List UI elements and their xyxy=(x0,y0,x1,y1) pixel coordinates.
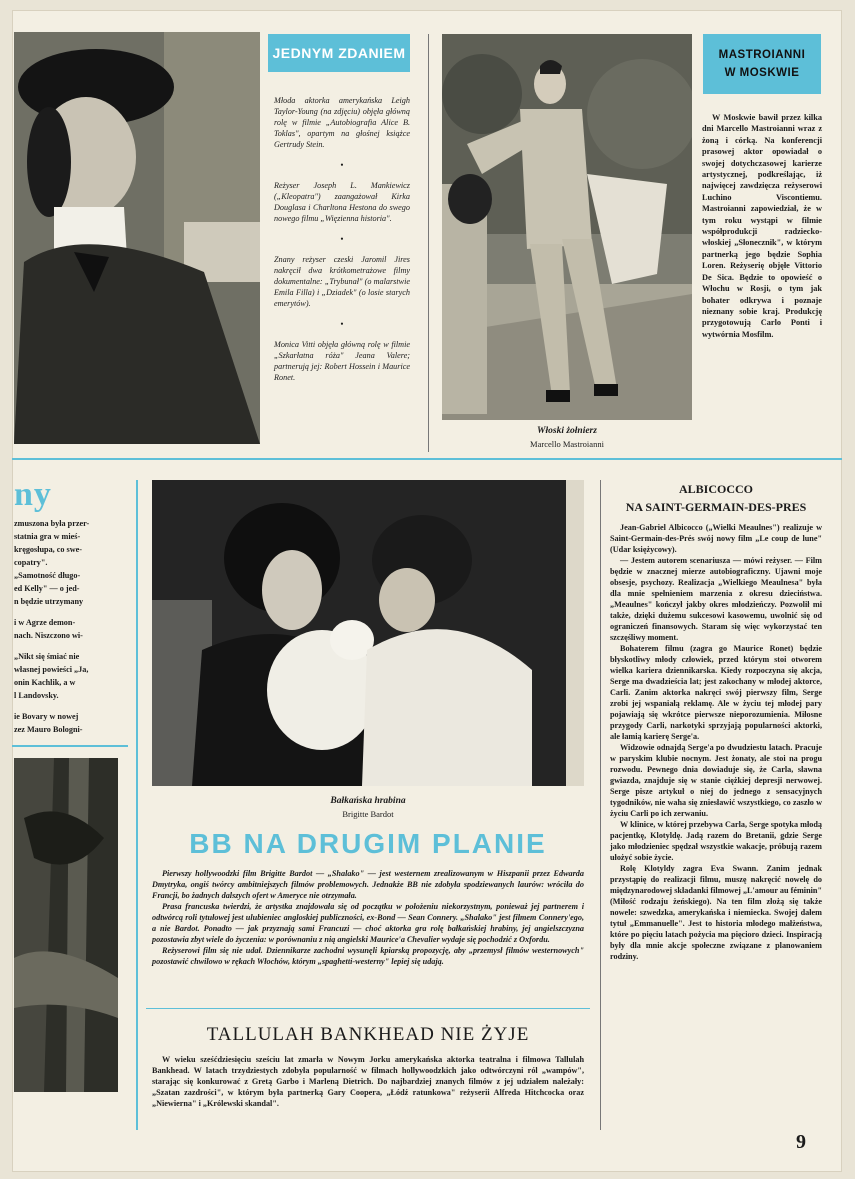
news-item: Znany reżyser czeski Jaromil Jires nakręcił dwa krótkometrażowe filmy dokumentalne: „Trybunał" (o malarstwie Emila Filla) i „Dziadek" (o losie starych emerytów). xyxy=(274,255,410,308)
albicocco-heading-line1: ALBICOCCO xyxy=(678,482,753,496)
page-number: 9 xyxy=(796,1131,806,1153)
albicocco-heading-line2: NA SAINT-GERMAIN-DES-PRES xyxy=(625,500,807,514)
paragraph: Prasa francuska twierdzi, że artystka znajdowała się od początku w położeniu niekorzystnym, ponieważ jej partnerem i odtwórcą roli tytułowej jest ulubieniec angloskiej publiczności, ex-Bond — Sean Connery. „Shalako" jest filmem Connery'ego, a nie Bardot. Ponadto — jak przyznają sami Francuzi — choć aktorka gra rolę bałkańskiej hrabiny, jej angielszczyzna pozostawia zbyt wiele do życzenia: w porównaniu z nią angielski Maurice'a Chevalier wydaje się pochodzić z Oxfordu. xyxy=(152,902,584,944)
photo-brigitte-bardot xyxy=(152,480,584,786)
text-line: l Landovsky. xyxy=(14,691,59,700)
bardot-caption-name: Brigitte Bardot xyxy=(342,809,394,819)
bardot-headline: BB NA DRUGIM PLANIE xyxy=(189,828,547,859)
text-line: statnia gra w mieś- xyxy=(14,532,81,541)
left-column-heading-fragment: ny xyxy=(14,476,52,513)
jednym-zdaniem-list xyxy=(274,95,410,383)
tallulah-headline: TALLULAH BANKHEAD NIE ŻYJE xyxy=(206,1024,530,1045)
column-divider xyxy=(136,480,138,1130)
bardot-article xyxy=(152,868,584,967)
text-line xyxy=(14,609,126,617)
photo-forest xyxy=(14,758,118,1092)
mastroianni-heading-line2: W MOSKWIE xyxy=(724,67,800,79)
paragraph: Jean-Gabriel Albicocco („Wielki Meaulnes") realizuje w Saint-Germain-des-Prés swój nowy film „Le coup de lune" (Udar księżycowy). xyxy=(610,523,822,554)
paragraph: Reżyserowi film się nie udał. Dziennikarze zachodni wysunęli kpiarską propozycję, aby „przemysł filmów westernowych" pozostawić chwilowo w rękach Włochów, którym „spaghetti-westerny" lepiej się udają. xyxy=(152,946,584,966)
text-line xyxy=(14,703,126,711)
mastroianni-caption-name: Marcello Mastroianni xyxy=(530,439,604,449)
text-line: ie Bovary w nowej xyxy=(14,712,79,721)
bullet: • xyxy=(340,319,344,329)
text-line: własnej powieści „Ja, xyxy=(14,665,89,674)
paragraph: Bohaterem filmu (zagra go Maurice Ronet) będzie błyskotliwy młody człowiek, przed którym stoi otworem wielka kariera dziennikarska. Kiedy rozpoczyna się akcja, Serge ma dwadzieścia lat; jest zakochany w młodej aktorce, Carli. Zanim aktorka nakręci swój pierwszy film, Serge zrobi jej wspaniałą reklamę. Ale w życiu tej młodej pary pojawiają się wkrótce pierwsze nieporozumienia. Miłosne przygody Carli, narkotyki sprzyjają popularności aktorki, ale łamią karierę Serge'a. xyxy=(610,644,822,741)
photo-marcello-mastroianni xyxy=(442,34,692,420)
photo-leigh-taylor-young xyxy=(14,32,260,444)
paragraph: W klinice, w której przebywa Carla, Serge spotyka młodą pacjentkę, Klotyldę. Jadą razem do Bretanii, gdzie Serge jako młodzieniec spędzał wszystkie wakacje, próbują razem ułożyć sobie życie. xyxy=(610,820,822,862)
horizontal-divider xyxy=(12,458,842,460)
magazine-page xyxy=(12,10,842,1172)
text-line: zez Mauro Bologni- xyxy=(14,725,83,734)
text-line: ed Kelly" — o jed- xyxy=(14,584,80,593)
news-item: Młoda aktorka amerykańska Leigh Taylor-Young (na zdjęciu) objęła główną rolę w filmie „Autobiografia Alice B. Toklas", opartym na głośnej książce Gertrudy Stein. xyxy=(274,96,410,149)
column-divider xyxy=(428,34,429,452)
text-line: kręgosłupa, co swe- xyxy=(14,545,82,554)
text-line: copatry". xyxy=(14,558,48,567)
bullet: • xyxy=(340,160,344,170)
albicocco-heading xyxy=(608,480,824,516)
mastroianni-article: W Moskwie bawił przez kilka dni Marcello Mastroianni wraz z żoną i córką. Na konferencji prasowej aktor opowiadał o swojej dotychczasowej karierze artystycznej, podkreślając, iż najwięcej zawdzięcza reżyserowi Luchino Viscontiemu. Mastroianni zapowiedział, że w tym roku wystąpi w filmie współprodukcji radziecko-włoskiej „Słonecznik", w którym partnerką jego będzie Sophia Loren. Reżyserię objęłe Vittorio De Sica. Będzie to opowieść o Włochu w Rosji, o tym jak bohater odkrywa i poznaje nieznany sobie kraj. Produkcję przygotowują Carlo Ponti i wytwórnia Mosfilm. xyxy=(702,113,822,339)
left-column-divider xyxy=(12,745,128,747)
section-divider xyxy=(146,1008,590,1009)
text-line: onin Kachlik, a w xyxy=(14,678,76,687)
jednym-zdaniem-title: JEDNYM ZDANIEM xyxy=(272,45,406,61)
left-column-text xyxy=(14,518,126,737)
text-line xyxy=(14,643,126,651)
bullet: • xyxy=(340,234,344,244)
mastroianni-heading xyxy=(703,34,821,94)
paragraph: Widzowie odnajdą Serge'a po dwudziestu latach. Pracuje w paryskim klubie nocnym. Jest żonaty, ale stoi na progu rozwodu. Pewnego dnia dowiaduje się, że Carla, sławna gwiazda, znajduje się w stanie ciężkiej depresji nerwowej. Serge pisze artykuł o niej do jednego z sensacyjnych tygodników, nie waha się zniesławić wszystkiego, co zaszło w życiu Carli po ich zerwaniu. xyxy=(610,743,822,818)
text-line: „Samotność długo- xyxy=(14,571,81,580)
tallulah-article: W wieku sześćdziesięciu sześciu lat zmarła w Nowym Jorku amerykańska aktorka teatralna i filmowa Tallulah Bankhead. W latach trzydziestych zdobyła popularność w filmach hollywoodzkich jako odtwórczyni ról „wampów", starając się konkurować z Gretą Garbo i Marleną Dietrich. Do najbardziej znanych filmów z jej udziałem należały: „Szatan zazdrości", w którym była partnerką Gary Coopera, „Łódź ratunkowa" reżyserii Alfreda Hitchcocka oraz „Niewierna" i „Królewski skandal". xyxy=(152,1055,584,1108)
paragraph: Pierwszy hollywoodzki film Brigitte Bardot — „Shalako" — jest westernem zrealizowanym w Hiszpanii przez Edwarda Dmytryka, ongiś twórcy ambitniejszych filmów problemowych. Jednakże BB nie zdobyła spodziewanych laurów: wróciła do Francji, bo żadnych dalszych ofert w Ameryce nie otrzymała. xyxy=(152,869,584,900)
mastroianni-caption-title: Włoski żołnierz xyxy=(537,426,597,436)
mastroianni-heading-line1: MASTROIANNI xyxy=(718,49,806,61)
column-divider xyxy=(600,480,601,1130)
text-line: zmuszona była przer- xyxy=(14,519,90,528)
text-line: n będzie utrzymany xyxy=(14,597,84,606)
text-line: „Nikt się śmiać nie xyxy=(14,652,80,661)
paragraph: — Jestem autorem scenariusza — mówi reżyser. — Film będzie w znacznej mierze autobiograficzny. Ujawni moje obsesje, psychozy. Realizacja „Wielkiego Meaulnesa" była dla mnie spełnieniem marzenia z okresu dzieciństwa. „Meaulnes" kończył jakby okres młodzieńczy. Pozwolił mi także, dzięki dużemu sukcesowi kasowemu, uwolnić się od ograniczeń finansowych. Staram się więc wykorzystać ten szczęśliwy moment. xyxy=(610,556,822,642)
jednym-zdaniem-heading xyxy=(268,34,410,72)
text-line: i w Agrze demon- xyxy=(14,618,76,627)
bardot-caption-title: Bałkańska hrabina xyxy=(330,796,406,806)
paragraph: Rolę Klotyldy zagra Eva Swann. Zanim jednak przystąpię do realizacji filmu, muszę nakręcić nowelę do międzynarodowej składanki filmowej „L'amour au féminin" (Miłość rodzaju żeńskiego). Na ten film złożą się także nowele: szwedzka, amerykańska i niemiecka. Swojej dałem tytuł „Emmanuelle". Jest to historia młodego małżeństwa, które po pięciu latach pożycia ma pięcioro dzieci. Inspiracją były dla mnie akcje społeczne związane z planowaniem rodziny. xyxy=(610,864,822,961)
albicocco-article xyxy=(610,522,822,962)
news-item: Monica Vitti objęła główną rolę w filmie „Szkarłatna róża" Jeana Valere; partnerują jej: Robert Hossein i Maurice Ronet. xyxy=(274,340,410,382)
text-line: nach. Niszczono wi- xyxy=(14,631,83,640)
news-item: Reżyser Joseph L. Mankiewicz („Kleopatra") zaangażował Kirka Douglasa i Charltona Hestona do swego nowego filmu „Więzienna historia". xyxy=(274,181,410,223)
